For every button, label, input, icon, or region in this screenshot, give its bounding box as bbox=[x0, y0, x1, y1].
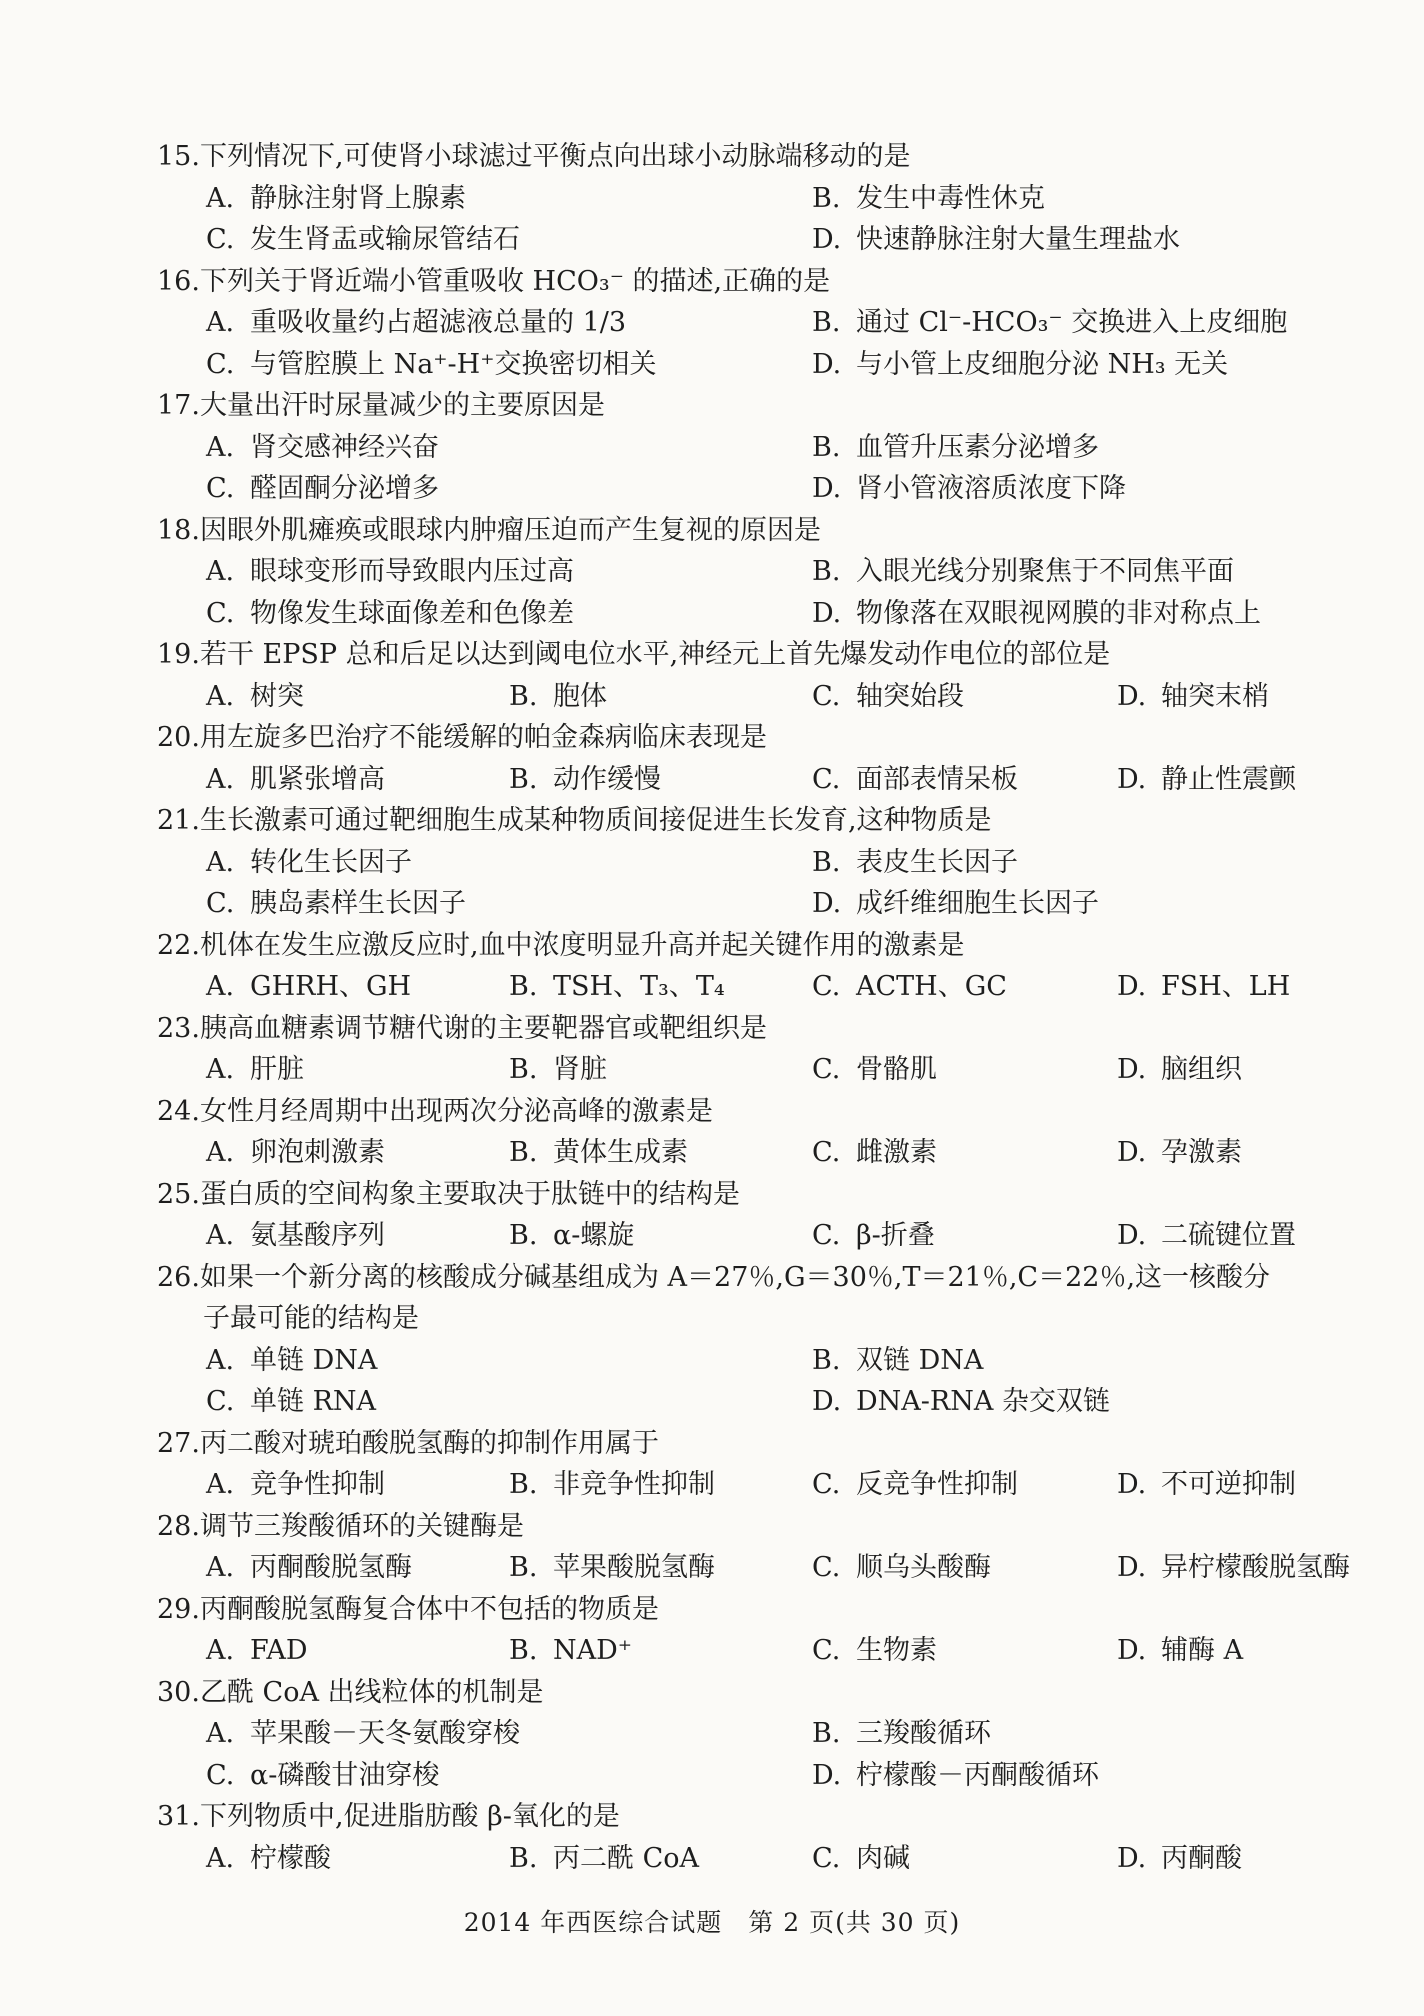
question-number: 30. bbox=[157, 1676, 200, 1708]
question-stem-continued: 子最可能的结构是 bbox=[203, 1303, 419, 1334]
option-c: C. 肉碱 bbox=[812, 1842, 910, 1874]
option-c: C. 发生肾盂或输尿管结石 bbox=[206, 224, 520, 255]
question-stem: 蛋白质的空间构象主要取决于肽链中的结构是 bbox=[199, 1178, 740, 1210]
question-19 bbox=[157, 634, 1377, 717]
question-20 bbox=[157, 717, 1377, 800]
question-stem: 下列物质中,促进脂肪酸 β-氧化的是 bbox=[199, 1801, 620, 1832]
question-number: 24. bbox=[157, 1095, 200, 1127]
option-row bbox=[157, 1215, 1377, 1257]
option-c: C. ACTH、GC bbox=[812, 971, 1007, 1002]
option-d: D. 物像落在双眼视网膜的非对称点上 bbox=[812, 597, 1261, 629]
option-d: D. 二硫键位置 bbox=[1117, 1220, 1296, 1251]
option-a: A. 肌紧张增高 bbox=[206, 763, 385, 795]
option-a: A. 肾交感神经兴奋 bbox=[206, 431, 439, 463]
option-d: D. FSH、LH bbox=[1117, 971, 1291, 1002]
option-b: B. NAD⁺ bbox=[509, 1635, 633, 1666]
option-b: B. 胞体 bbox=[509, 680, 607, 712]
question-31 bbox=[157, 1796, 1377, 1879]
question-stem: 胰高血糖素调节糖代谢的主要靶器官或靶组织是 bbox=[199, 1012, 767, 1044]
option-a: A. 转化生长因子 bbox=[206, 846, 412, 878]
option-d: D. 异柠檬酸脱氢酶 bbox=[1117, 1552, 1350, 1583]
question-28 bbox=[157, 1506, 1377, 1589]
option-row bbox=[157, 1838, 1377, 1880]
option-row bbox=[157, 178, 1377, 220]
question-stem: 大量出汗时尿量减少的主要原因是 bbox=[199, 390, 605, 421]
question-stem: 下列情况下,可使肾小球滤过平衡点向出球小动脉端移动的是 bbox=[199, 141, 911, 172]
option-c: C. 胰岛素样生长因子 bbox=[206, 888, 466, 919]
option-d: D. 柠檬酸－丙酮酸循环 bbox=[812, 1759, 1099, 1791]
option-a: A. 苹果酸－天冬氨酸穿梭 bbox=[206, 1718, 520, 1749]
question-number: 16. bbox=[157, 265, 200, 297]
option-row bbox=[157, 1630, 1377, 1672]
question-26 bbox=[157, 1257, 1377, 1423]
option-c: C. 物像发生球面像差和色像差 bbox=[206, 597, 574, 629]
option-row bbox=[157, 842, 1377, 884]
question-number: 17. bbox=[157, 390, 200, 421]
option-b: B. 丙二酰 CoA bbox=[509, 1842, 699, 1874]
option-d: D. 肾小管液溶质浓度下降 bbox=[812, 473, 1126, 504]
question-stem: 调节三羧酸循环的关键酶是 bbox=[199, 1510, 524, 1542]
option-d: D. 轴突末梢 bbox=[1117, 680, 1269, 712]
question-number: 21. bbox=[157, 805, 200, 836]
question-number: 31. bbox=[157, 1801, 200, 1832]
question-number: 28. bbox=[157, 1510, 200, 1542]
option-d: D. 脑组织 bbox=[1117, 1054, 1242, 1085]
option-b: B. 发生中毒性休克 bbox=[812, 182, 1045, 214]
option-a: A. 丙酮酸脱氢酶 bbox=[206, 1552, 412, 1583]
option-b: B. 双链 DNA bbox=[812, 1344, 984, 1376]
option-row bbox=[157, 1755, 1377, 1797]
question-stem: 用左旋多巴治疗不能缓解的帕金森病临床表现是 bbox=[199, 722, 767, 753]
question-stem: 生长激素可通过靶细胞生成某种物质间接促进生长发育,这种物质是 bbox=[199, 805, 992, 836]
question-stem: 丙二酸对琥珀酸脱氢酶的抑制作用属于 bbox=[199, 1427, 659, 1459]
option-a: A. 单链 DNA bbox=[206, 1344, 378, 1376]
option-row bbox=[157, 593, 1377, 635]
option-row bbox=[157, 966, 1377, 1008]
question-number: 29. bbox=[157, 1593, 200, 1625]
option-c: C. 醛固酮分泌增多 bbox=[206, 473, 439, 504]
option-a: A. 静脉注射肾上腺素 bbox=[206, 182, 466, 214]
option-row bbox=[157, 468, 1377, 510]
option-b: B. 三羧酸循环 bbox=[812, 1718, 991, 1749]
option-a: A. GHRH、GH bbox=[206, 971, 412, 1002]
option-row bbox=[157, 302, 1377, 344]
option-row bbox=[157, 759, 1377, 801]
option-d: D. 孕激素 bbox=[1117, 1137, 1242, 1168]
option-d: D. 不可逆抑制 bbox=[1117, 1469, 1296, 1500]
option-c: C. 轴突始段 bbox=[812, 680, 964, 712]
question-number: 25. bbox=[157, 1178, 200, 1210]
option-row bbox=[157, 1464, 1377, 1506]
option-a: A. 肝脏 bbox=[206, 1054, 304, 1085]
option-b: B. 黄体生成素 bbox=[509, 1137, 688, 1168]
question-stem: 丙酮酸脱氢酶复合体中不包括的物质是 bbox=[199, 1593, 659, 1625]
question-29 bbox=[157, 1589, 1377, 1672]
question-stem: 因眼外肌瘫痪或眼球内肿瘤压迫而产生复视的原因是 bbox=[199, 514, 821, 546]
question-22 bbox=[157, 925, 1377, 1008]
option-b: B. 肾脏 bbox=[509, 1054, 607, 1085]
option-b: B. 苹果酸脱氢酶 bbox=[509, 1552, 715, 1583]
question-number: 18. bbox=[157, 514, 200, 546]
option-row bbox=[157, 427, 1377, 469]
option-b: B. 表皮生长因子 bbox=[812, 846, 1018, 878]
option-b: B. 入眼光线分别聚焦于不同焦平面 bbox=[812, 556, 1234, 587]
option-c: C. 与管腔膜上 Na⁺-H⁺交换密切相关 bbox=[206, 348, 657, 380]
question-30 bbox=[157, 1672, 1377, 1797]
option-row bbox=[157, 883, 1377, 925]
option-row bbox=[157, 1713, 1377, 1755]
question-number: 20. bbox=[157, 722, 200, 753]
option-a: A. 树突 bbox=[206, 680, 304, 712]
option-d: D. 成纤维细胞生长因子 bbox=[812, 888, 1099, 919]
option-row bbox=[157, 1340, 1377, 1382]
option-a: A. 柠檬酸 bbox=[206, 1842, 331, 1874]
question-16 bbox=[157, 261, 1377, 386]
question-number: 27. bbox=[157, 1427, 200, 1459]
option-a: A. FAD bbox=[206, 1635, 308, 1666]
option-c: C. α-磷酸甘油穿梭 bbox=[206, 1759, 440, 1791]
option-c: C. 生物素 bbox=[812, 1635, 937, 1666]
option-row bbox=[157, 1547, 1377, 1589]
option-b: B. 非竞争性抑制 bbox=[509, 1469, 715, 1500]
option-row bbox=[157, 676, 1377, 718]
question-number: 15. bbox=[157, 141, 200, 172]
option-b: B. 通过 Cl⁻-HCO₃⁻ 交换进入上皮细胞 bbox=[812, 307, 1288, 338]
option-a: A. 卵泡刺激素 bbox=[206, 1137, 385, 1168]
option-c: C. 骨骼肌 bbox=[812, 1054, 937, 1085]
option-a: A. 氨基酸序列 bbox=[206, 1220, 385, 1251]
question-number: 19. bbox=[157, 639, 200, 670]
question-stem: 女性月经周期中出现两次分泌高峰的激素是 bbox=[199, 1095, 713, 1127]
question-stem: 机体在发生应激反应时,血中浓度明显升高并起关键作用的激素是 bbox=[199, 929, 965, 961]
question-stem: 乙酰 CoA 出线粒体的机制是 bbox=[199, 1676, 544, 1708]
question-18 bbox=[157, 510, 1377, 635]
option-d: D. 快速静脉注射大量生理盐水 bbox=[812, 224, 1180, 255]
option-c: C. 顺乌头酸酶 bbox=[812, 1552, 991, 1583]
question-number: 26. bbox=[157, 1261, 200, 1293]
question-24 bbox=[157, 1091, 1377, 1174]
question-number: 22. bbox=[157, 929, 200, 961]
question-number: 23. bbox=[157, 1012, 200, 1044]
question-stem: 如果一个新分离的核酸成分碱基组成为 A＝27％,G＝30％,T＝21％,C＝22％,这一核酸分 bbox=[199, 1261, 1271, 1293]
option-a: A. 眼球变形而导致眼内压过高 bbox=[206, 556, 574, 587]
question-17 bbox=[157, 385, 1377, 510]
question-21 bbox=[157, 800, 1377, 925]
question-15 bbox=[157, 136, 1377, 261]
option-a: A. 重吸收量约占超滤液总量的 1/3 bbox=[206, 307, 627, 338]
option-b: B. 动作缓慢 bbox=[509, 763, 661, 795]
option-c: C. 单链 RNA bbox=[206, 1386, 377, 1417]
option-row bbox=[157, 219, 1377, 261]
option-c: C. 雌激素 bbox=[812, 1137, 937, 1168]
option-row bbox=[157, 551, 1377, 593]
option-c: C. 面部表情呆板 bbox=[812, 763, 1018, 795]
option-a: A. 竞争性抑制 bbox=[206, 1469, 385, 1500]
option-row bbox=[157, 1049, 1377, 1091]
option-b: B. TSH、T₃、T₄ bbox=[509, 971, 725, 1002]
option-d: D. 丙酮酸 bbox=[1117, 1842, 1242, 1874]
question-27 bbox=[157, 1423, 1377, 1506]
question-stem: 若干 EPSP 总和后足以达到阈电位水平,神经元上首先爆发动作电位的部位是 bbox=[199, 639, 1111, 670]
option-b: B. α-螺旋 bbox=[509, 1220, 635, 1251]
option-d: D. 静止性震颤 bbox=[1117, 763, 1296, 795]
question-25 bbox=[157, 1174, 1377, 1257]
option-d: D. DNA-RNA 杂交双链 bbox=[812, 1386, 1110, 1417]
option-c: C. 反竞争性抑制 bbox=[812, 1469, 1018, 1500]
page-footer: 2014 年西医综合试题 第 2 页(共 30 页) bbox=[463, 1908, 961, 1937]
option-row bbox=[157, 344, 1377, 386]
question-23 bbox=[157, 1008, 1377, 1091]
option-d: D. 辅酶 A bbox=[1117, 1635, 1244, 1666]
option-d: D. 与小管上皮细胞分泌 NH₃ 无关 bbox=[812, 348, 1229, 380]
question-stem: 下列关于肾近端小管重吸收 HCO₃⁻ 的描述,正确的是 bbox=[199, 265, 831, 297]
option-row bbox=[157, 1381, 1377, 1423]
option-c: C. β-折叠 bbox=[812, 1220, 935, 1251]
option-row bbox=[157, 1132, 1377, 1174]
option-b: B. 血管升压素分泌增多 bbox=[812, 431, 1099, 463]
